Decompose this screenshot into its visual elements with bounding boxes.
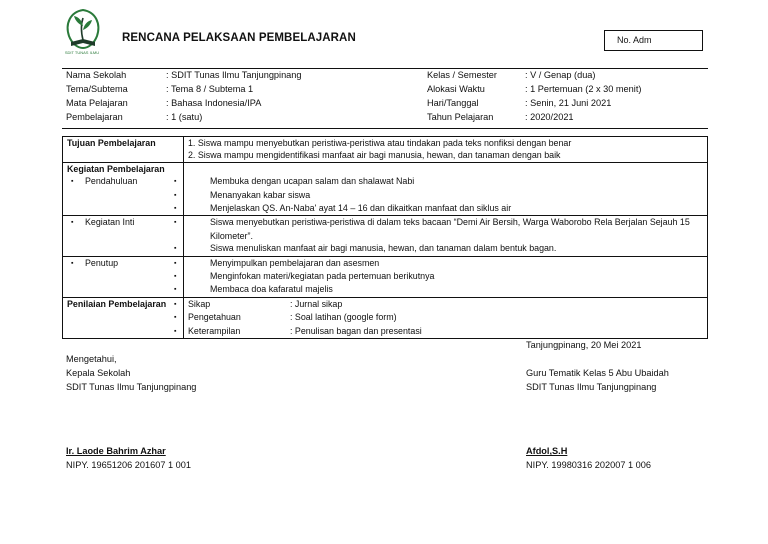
bullet-icon: ▪ (174, 259, 177, 267)
adm-label: No. Adm (617, 35, 652, 45)
document-title: RENCANA PELAKSAAN PEMBELAJARAN (122, 32, 356, 44)
teacher-nipy: NIPY. 19980316 202007 1 006 (526, 460, 651, 470)
tujuan-items (184, 137, 708, 163)
bullet-icon: ▪ (174, 327, 177, 335)
bullet-icon: ▪ (174, 219, 177, 227)
signature-left-name-block (66, 444, 191, 472)
row-tujuan (63, 137, 708, 163)
info-left (66, 68, 302, 124)
info-row-year: Tahun Pelajaran : 2020/2021 (427, 112, 574, 122)
info-row-date: Hari/Tanggal : Senin, 21 Juni 2021 (427, 98, 612, 108)
bullet-icon: ▪ (71, 219, 74, 227)
list-item: ▪ Menjelaskan QS. An-Naba' ayat 14 – 16 dan dikaitkan manfaat dan siklus air (188, 202, 703, 215)
info-row-school: Nama Sekolah : SDIT Tunas Ilmu Tanjungpinang (66, 70, 302, 80)
tujuan-item: 1. Siswa mampu menyebutkan peristiwa-peristiwa atau tindakan pada teks nonfiksi dengan benar (188, 138, 572, 148)
list-item: ▪ Menanyakan kabar siswa (188, 189, 703, 202)
bullet-icon: ▪ (174, 245, 177, 253)
kegiatan-cell (63, 162, 184, 216)
logo-caption: SDIT TUNAS ILMU (64, 50, 100, 55)
sig-right-line2: SDIT Tunas Ilmu Tanjungpinang (526, 382, 657, 392)
penutup-cell (63, 256, 184, 297)
list-item: ▪ Siswa menyebutkan peristiwa-peristiwa di dalam teks bacaan “Demi Air Bersih, Warga Waborobo Rela Berjalan Sejauh 15 Kilometer”. (174, 217, 690, 241)
pendahuluan-label: Pendahuluan (85, 176, 138, 187)
bullet-icon: ▪ (174, 314, 177, 322)
tujuan-label: Tujuan Pembelajaran (63, 137, 184, 163)
list-item: ▪ Membaca doa kafaratul majelis (188, 283, 703, 296)
row-inti (63, 216, 708, 256)
inti-cell (63, 216, 184, 256)
signature-right-name-block (526, 444, 651, 472)
info-row-time: Alokasi Waktu : 1 Pertemuan (2 x 30 menit) (427, 84, 642, 94)
bullet-icon: ▪ (71, 178, 74, 186)
tujuan-item: 2. Siswa mampu mengidentifikasi manfaat air bagi manusia, hewan, dan tanaman dengan baik (188, 150, 561, 161)
list-item: ▪ Membuka dengan ucapan salam dan shalawat Nabi (188, 175, 703, 188)
list-item: ▪ Keterampilan : Penulisan bagan dan presentasi (188, 325, 703, 338)
list-item: ▪ Menginfokan materi/kegiatan pada pertemuan berikutnya (188, 270, 703, 283)
penilaian-label: Penilaian Pembelajaran (63, 297, 184, 338)
sig-left-line3: SDIT Tunas Ilmu Tanjungpinang (66, 382, 197, 392)
list-item: ▪ Pengetahuan : Soal latihan (google form) (188, 311, 703, 324)
bullet-icon: ▪ (174, 191, 177, 199)
signature-right (526, 366, 669, 394)
row-penilaian (63, 297, 708, 338)
principal-name: Ir. Laode Bahrim Azhar (66, 446, 166, 456)
signature-left (66, 352, 196, 394)
list-item: ▪ Menyimpulkan pembelajaran dan asesmen (188, 257, 703, 270)
penutup-label: Penutup (85, 257, 119, 268)
list-item: ▪ Sikap : Jurnal sikap (188, 298, 703, 311)
list-item: ▪ Siswa menuliskan manfaat air bagi manusia, hewan, dan tanaman dalam bentuk bagan. (188, 242, 703, 255)
header-rule-bottom (62, 128, 708, 129)
info-right (427, 68, 641, 124)
bullet-icon: ▪ (174, 300, 177, 308)
principal-nipy: NIPY. 19651206 201607 1 001 (66, 460, 191, 470)
penilaian-items (174, 297, 708, 338)
pendahuluan-items (174, 162, 708, 216)
sig-left-line2: Kepala Sekolah (66, 368, 131, 378)
row-pendahuluan (63, 162, 708, 216)
inti-items (174, 216, 708, 256)
place-date: Tanjungpinang, 20 Mei 2021 (526, 340, 642, 350)
info-row-class: Kelas / Semester : V / Genap (dua) (427, 70, 596, 80)
row-penutup (63, 256, 708, 297)
bullet-icon: ▪ (174, 273, 177, 281)
sig-left-line1: Mengetahui, (66, 354, 117, 364)
bullet-icon: ▪ (174, 205, 177, 213)
kegiatan-label: Kegiatan Pembelajaran (67, 163, 165, 174)
lesson-plan-table (62, 136, 708, 339)
bullet-icon: ▪ (71, 259, 74, 267)
bullet-icon: ▪ (174, 286, 177, 294)
adm-number-box (604, 30, 703, 51)
sig-right-line1: Guru Tematik Kelas 5 Abu Ubaidah (526, 368, 669, 378)
inti-label: Kegiatan Inti (85, 217, 135, 228)
info-row-lesson: Pembelajaran : 1 (satu) (66, 112, 203, 122)
penutup-items (174, 256, 708, 297)
teacher-name: Afdol,S.H (526, 446, 568, 456)
info-row-subject: Mata Pelajaran : Bahasa Indonesia/IPA (66, 98, 262, 108)
bullet-icon: ▪ (174, 178, 177, 186)
info-row-theme: Tema/Subtema : Tema 8 / Subtema 1 (66, 84, 254, 94)
